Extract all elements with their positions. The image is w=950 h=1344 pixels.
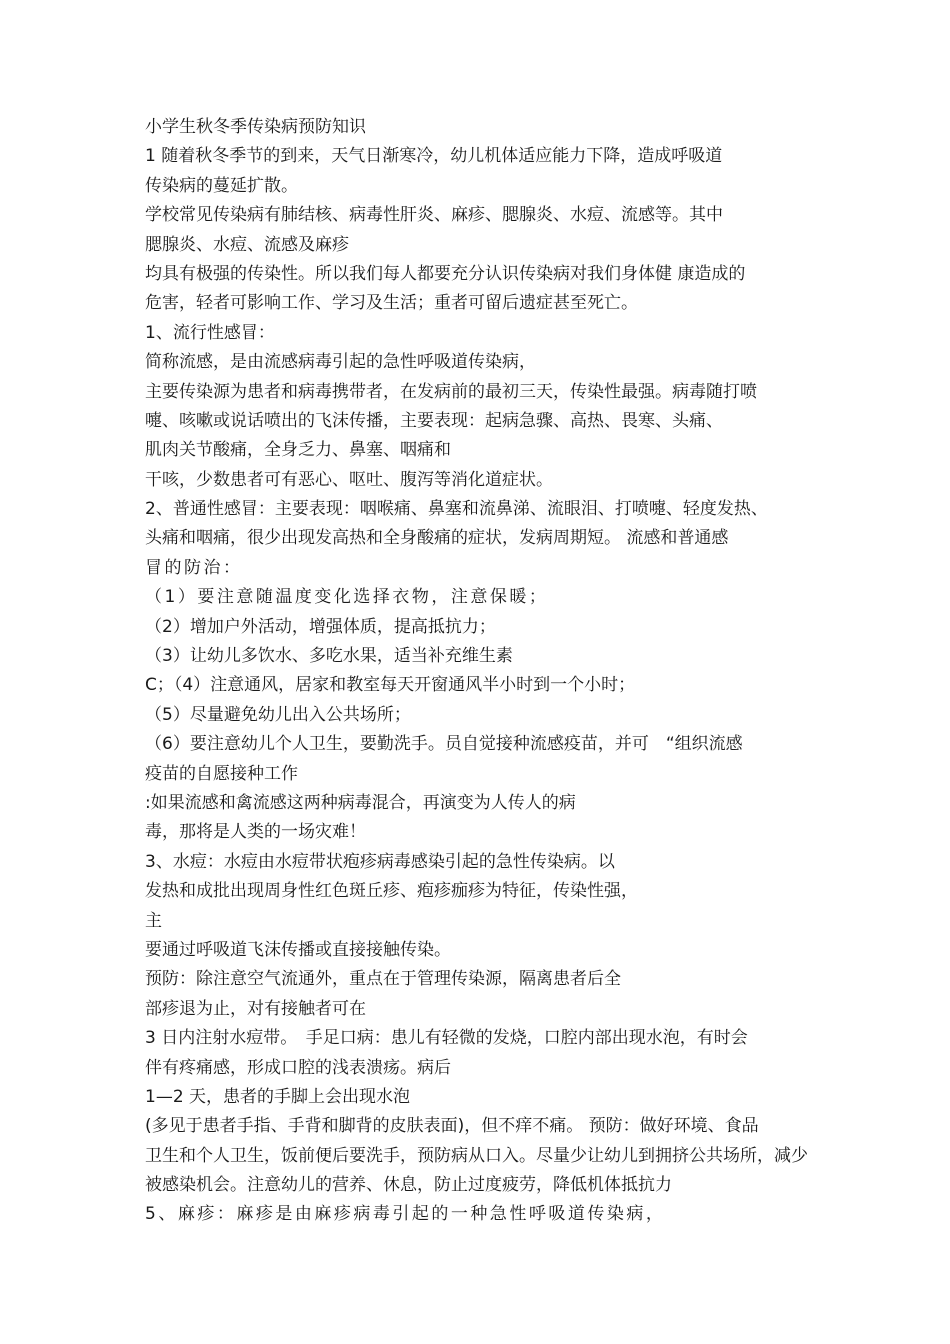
text-line: 学校常见传染病有肺结核、病毒性肝炎、麻疹、腮腺炎、水痘、流感等。其中 [145, 205, 723, 226]
text-line: 腮腺炎、水痘、流感及麻疹 [145, 234, 349, 255]
text-line: :如果流感和禽流感这两种病毒混合，再演变为人传人的病 [145, 792, 576, 813]
text-line: 主要传染源为患者和病毒携带者，在发病前的最初三天，传染性最强。病毒随打喷 [145, 381, 757, 402]
text-line: 要通过呼吸道飞沫传播或直接接触传染。 [145, 939, 451, 960]
text-line: 肌肉关节酸痛，全身乏力、鼻塞、咽痛和 [145, 440, 451, 461]
list-item: （1）要注意随温度变化选择衣物，注意保暖； [145, 587, 549, 608]
list-item: （5）尽量避免幼儿出入公共场所； [145, 704, 411, 725]
text-line: 被感染机会。注意幼儿的营养、休息，防止过度疲劳，降低机体抵抗力 [145, 1175, 672, 1196]
text-line: 疫苗的自愿接种工作 [145, 763, 298, 784]
list-item: （2）增加户外活动，增强体质，提高抵抗力； [145, 616, 496, 637]
section-heading: 3、水痘：水痘由水痘带状疱疹病毒感染引起的急性传染病。以 [145, 851, 615, 872]
document-body [145, 113, 815, 1230]
text-line: 危害，轻者可影响工作、学习及生活；重者可留后遗症甚至死亡。 [145, 293, 638, 314]
list-item: （3）让幼儿多饮水、多吃水果，适当补充维生素 [145, 646, 513, 667]
text-line: 3 日内注射水痘带。 手足口病：患儿有轻微的发烧，口腔内部出现水泡，有时会 [145, 1028, 748, 1049]
text-line: 主 [145, 910, 162, 931]
text-line: 冒的防治： [145, 557, 243, 578]
text-line: 发热和成批出现周身性红色斑丘疹、疱疹痂疹为特征，传染性强， [145, 881, 638, 902]
text-line: 头痛和咽痛，很少出现发高热和全身酸痛的症状，发病周期短。 流感和普通感 [145, 528, 729, 549]
document-title: 小学生秋冬季传染病预防知识 [145, 117, 366, 137]
text-line: 卫生和个人卫生，饭前便后要洗手，预防病从口入。尽量少让幼儿到拥挤公共场所，减少 [145, 1145, 808, 1166]
text-line: 伴有疼痛感，形成口腔的浅表溃疡。病后 [145, 1057, 451, 1078]
text-line: 均具有极强的传染性。所以我们每人都要充分认识传染病对我们身体健 康造成的 [145, 263, 746, 284]
text-line: 毒，那将是人类的一场灾难！ [145, 822, 366, 843]
text-line: 简称流感，是由流感病毒引起的急性呼吸道传染病， [145, 352, 536, 373]
text-line: 预防：除注意空气流通外，重点在于管理传染源，隔离患者后全 [145, 969, 621, 990]
section-heading: 5、麻疹：麻疹是由麻疹病毒引起的一种急性呼吸道传染病， [145, 1204, 666, 1225]
list-item: C；（4）注意通风，居家和教室每天开窗通风半小时到一个小时； [145, 675, 636, 696]
section-heading: 1、流行性感冒： [145, 322, 275, 343]
text-line: 干咳，少数患者可有恶心、呕吐、腹泻等消化道症状。 [145, 469, 553, 490]
text-line: 1 随着秋冬季节的到来，天气日渐寒冷，幼儿机体适应能力下降，造成呼吸道 [145, 146, 723, 167]
list-item: （6）要注意幼儿个人卫生，要勤洗手。员自觉接种流感疫苗，并可 “组织流感 [145, 734, 743, 755]
text-line: 1—2 天，患者的手脚上会出现水泡 [145, 1086, 411, 1107]
text-line: 部疹退为止，对有接触者可在 [145, 998, 366, 1019]
text-line: 传染病的蔓延扩散。 [145, 175, 298, 196]
text-line: (多见于患者手指、手背和脚背的皮肤表面)，但不痒不痛。 预防：做好环境、食品 [145, 1116, 759, 1137]
text-line: 2、普通性感冒：主要表现：咽喉痛、鼻塞和流鼻涕、流眼泪、打喷嚏、轻度发热、 [145, 499, 768, 520]
text-line: 嚏、咳嗽或说话喷出的飞沫传播，主要表现：起病急骤、高热、畏寒、头痛、 [145, 410, 723, 431]
